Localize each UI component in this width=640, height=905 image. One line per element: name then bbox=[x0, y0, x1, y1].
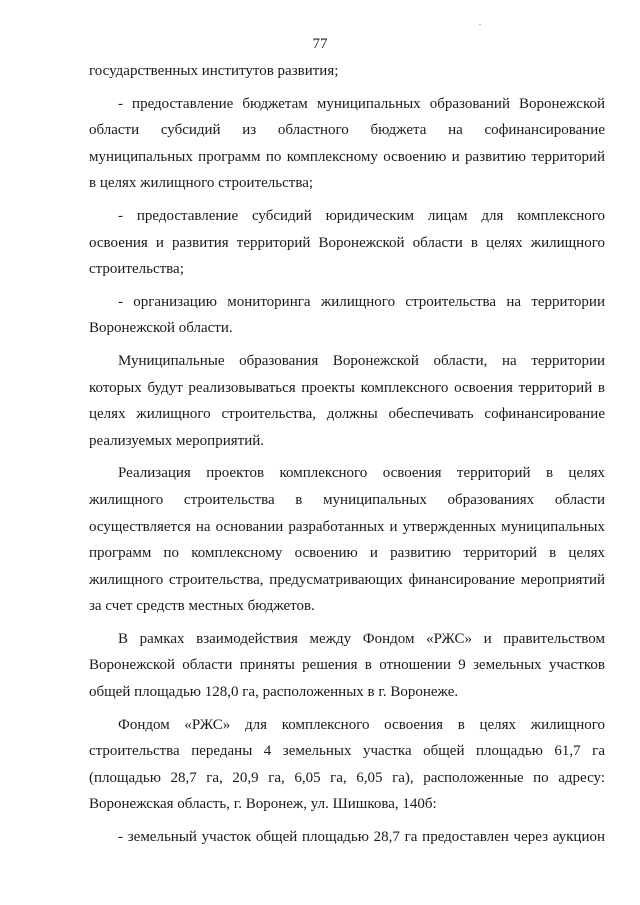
paragraph bbox=[89, 824, 605, 851]
paragraph bbox=[89, 58, 605, 85]
text-line: Воронежской области. bbox=[89, 320, 233, 337]
text-line: Воронежская область, г. Воронеж, ул. Шишкова, 140б: bbox=[89, 796, 437, 813]
text-line: целях жилищного строительства, должны обеспечивать софинансирование bbox=[89, 406, 605, 423]
text-line: Фондом «РЖС» для комплексного освоения в целях жилищного bbox=[118, 716, 605, 733]
text-line: жилищного строительства, предусматривающих финансирование мероприятий bbox=[89, 571, 605, 588]
text-line: - организацию мониторинга жилищного строительства на территории bbox=[118, 293, 605, 310]
text-line: программ по комплексному освоению и развитию территорий в целях bbox=[89, 545, 605, 562]
text-line: (площадью 28,7 га, 20,9 га, 6,05 га, 6,05 га), расположенные по адресу: bbox=[89, 769, 605, 786]
text-line: - земельный участок общей площадью 28,7 га предоставлен через аукцион bbox=[118, 829, 605, 846]
text-line: в целях жилищного строительства; bbox=[89, 175, 314, 192]
text-line: - предоставление бюджетам муниципальных образований Воронежской bbox=[118, 95, 605, 112]
paragraph bbox=[89, 91, 605, 197]
text-line: области субсидий из областного бюджета на софинансирование bbox=[89, 122, 605, 139]
text-line: осуществляется на основании разработанных и утвержденных муниципальных bbox=[89, 518, 605, 535]
text-line: строительства; bbox=[89, 261, 184, 278]
text-line: которых будут реализовываться проекты комплексного освоения территорий в bbox=[89, 379, 605, 396]
text-line: реализуемых мероприятий. bbox=[89, 432, 264, 449]
text-line: за счет средств местных бюджетов. bbox=[89, 598, 315, 615]
text-line: муниципальных программ по комплексному освоению и развитию территорий bbox=[89, 148, 605, 165]
paragraph bbox=[89, 348, 605, 454]
text-line: освоения и развития территорий Воронежской области в целях жилищного bbox=[89, 234, 605, 251]
text-line: общей площадью 128,0 га, расположенных в г. Воронеже. bbox=[89, 684, 459, 701]
text-line: Реализация проектов комплексного освоения территорий в целях bbox=[118, 465, 605, 482]
text-line: жилищного строительства в муниципальных образованиях области bbox=[89, 491, 605, 508]
page-number: 77 bbox=[312, 36, 328, 52]
document-body bbox=[89, 58, 605, 851]
paragraph bbox=[89, 203, 605, 283]
text-line: В рамках взаимодействия между Фондом «РЖС» и правительством bbox=[118, 630, 605, 647]
text-line: Муниципальные образования Воронежской области, на территории bbox=[118, 352, 605, 369]
text-line: государственных институтов развития; bbox=[89, 63, 339, 79]
paragraph bbox=[89, 712, 605, 818]
scan-artifact bbox=[479, 24, 481, 25]
paragraph bbox=[89, 289, 605, 342]
text-line: - предоставление субсидий юридическим лицам для комплексного bbox=[118, 207, 605, 224]
paragraph bbox=[89, 460, 605, 620]
paragraph bbox=[89, 626, 605, 706]
text-line: Воронежской области приняты решения в отношении 9 земельных участков bbox=[89, 657, 605, 674]
text-line: строительства переданы 4 земельных участка общей площадью 61,7 га bbox=[89, 743, 605, 760]
